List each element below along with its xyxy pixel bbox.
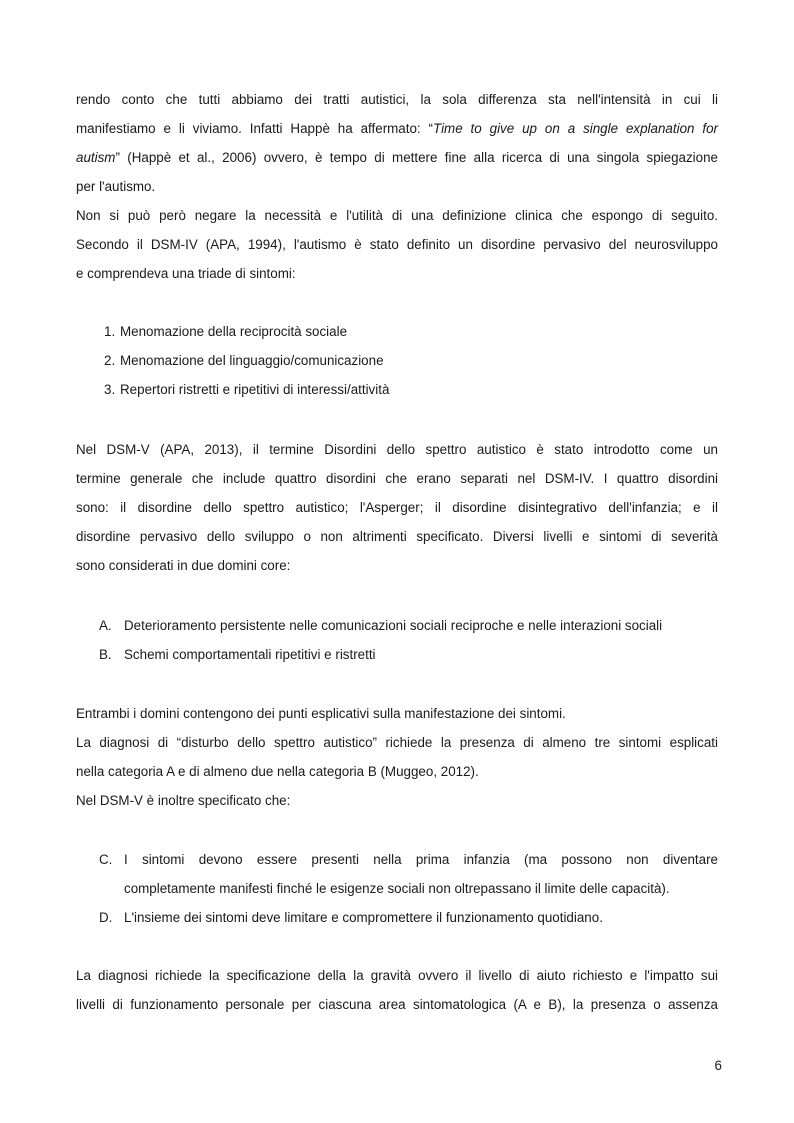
text-line: Nel DSM-V è inoltre specificato che: <box>76 793 291 808</box>
list-item-text: Repertori ristretti e ripetitivi di interessi/attività <box>120 382 390 397</box>
paragraph-happe <box>76 85 718 201</box>
text-line <box>76 143 718 172</box>
list-item <box>104 317 680 346</box>
text-line: per l'autismo. <box>76 179 156 194</box>
text-line: termine generale che include quattro disordini che erano separati nel DSM-IV. I quattro disordini <box>76 471 718 486</box>
list-item-text: Schemi comportamentali ripetitivi e ristretti <box>124 647 376 662</box>
text-line: livelli di funzionamento personale per ciascuna area sintomatologica (A e B), la presenza o assenza <box>76 997 718 1012</box>
list-item-text: Menomazione del linguaggio/comunicazione <box>120 353 384 368</box>
text-line: disordine pervasivo dello sviluppo o non altrimenti specificato. Diversi livelli e sintomi di severità <box>76 529 718 544</box>
list-item <box>99 640 724 669</box>
page-number: 6 <box>714 1058 722 1073</box>
text-line: completamente manifesti finché le esigenze sociali non oltrepassano il limite delle capacità). <box>124 881 670 896</box>
paragraph-severity <box>76 961 718 1019</box>
paragraph-dsm-v <box>76 435 718 580</box>
text-line: rendo conto che tutti abbiamo dei tratti autistici, la sola differenza sta nell'intensità in cui li <box>76 92 718 107</box>
list-number: 2. <box>104 353 116 368</box>
text-line: nella categoria A e di almeno due nella categoria B (Muggeo, 2012). <box>76 764 479 779</box>
list-item-text: Deterioramento persistente nelle comunicazioni sociali reciproche e nelle interazioni sociali <box>124 618 663 633</box>
list-item <box>99 903 718 932</box>
list-letter: A. <box>99 618 112 633</box>
numbered-list <box>104 317 680 404</box>
paragraph-diagnosis <box>76 699 718 815</box>
text-line: Nel DSM-V (APA, 2013), il termine Disordini dello spettro autistico è stato introdotto come un <box>76 442 718 457</box>
quote-italic: Time to give up on a single explanation for <box>433 121 718 136</box>
list-letter: D. <box>99 910 113 925</box>
text-line: Non si può però negare la necessità e l'utilità di una definizione clinica che espongo di seguito. <box>76 208 718 223</box>
text-line: I sintomi devono essere presenti nella prima infanzia (ma possono non diventare <box>124 852 718 867</box>
text-line: sono: il disordine dello spettro autistico; l'Asperger; il disordine disintegrativo dell'infanzia; e il <box>76 500 718 515</box>
text-line: La diagnosi richiede la specificazione della la gravità ovvero il livello di aiuto richiesto e l'impatto sui <box>76 968 718 983</box>
text-line: e comprendeva una triade di sintomi: <box>76 266 296 281</box>
lettered-list <box>99 611 724 669</box>
text-span: manifestiamo e li viviamo. Infatti Happè ha affermato: “ <box>76 121 434 136</box>
list-letter: C. <box>99 852 113 867</box>
text-line: L'insieme dei sintomi deve limitare e compromettere il funzionamento quotidiano. <box>124 910 603 925</box>
list-item <box>104 346 680 375</box>
text-line: sono considerati in due domini core: <box>76 558 291 573</box>
quote-italic: autism <box>76 150 116 165</box>
list-number: 1. <box>104 324 116 339</box>
text-line: Entrambi i domini contengono dei punti esplicativi sulla manifestazione dei sintomi. <box>76 706 566 721</box>
list-number: 3. <box>104 382 116 397</box>
text-line <box>76 114 718 143</box>
text-line: La diagnosi di “disturbo dello spettro autistico” richiede la presenza di almeno tre sintomi esplicati <box>76 735 718 750</box>
text-span: ” (Happè et al., 2006) ovvero, è tempo di mettere fine alla ricerca di una singola spiegazione <box>115 150 718 165</box>
list-item <box>104 375 680 404</box>
text-line: Secondo il DSM-IV (APA, 1994), l'autismo è stato definito un disordine pervasivo del neurosviluppo <box>76 237 718 252</box>
list-letter: B. <box>99 647 112 662</box>
paragraph-dsm-iv <box>76 201 718 288</box>
lettered-list-continued <box>99 845 718 932</box>
list-item-text: Menomazione della reciprocità sociale <box>120 324 348 339</box>
list-item <box>99 611 724 640</box>
list-item <box>99 845 718 903</box>
